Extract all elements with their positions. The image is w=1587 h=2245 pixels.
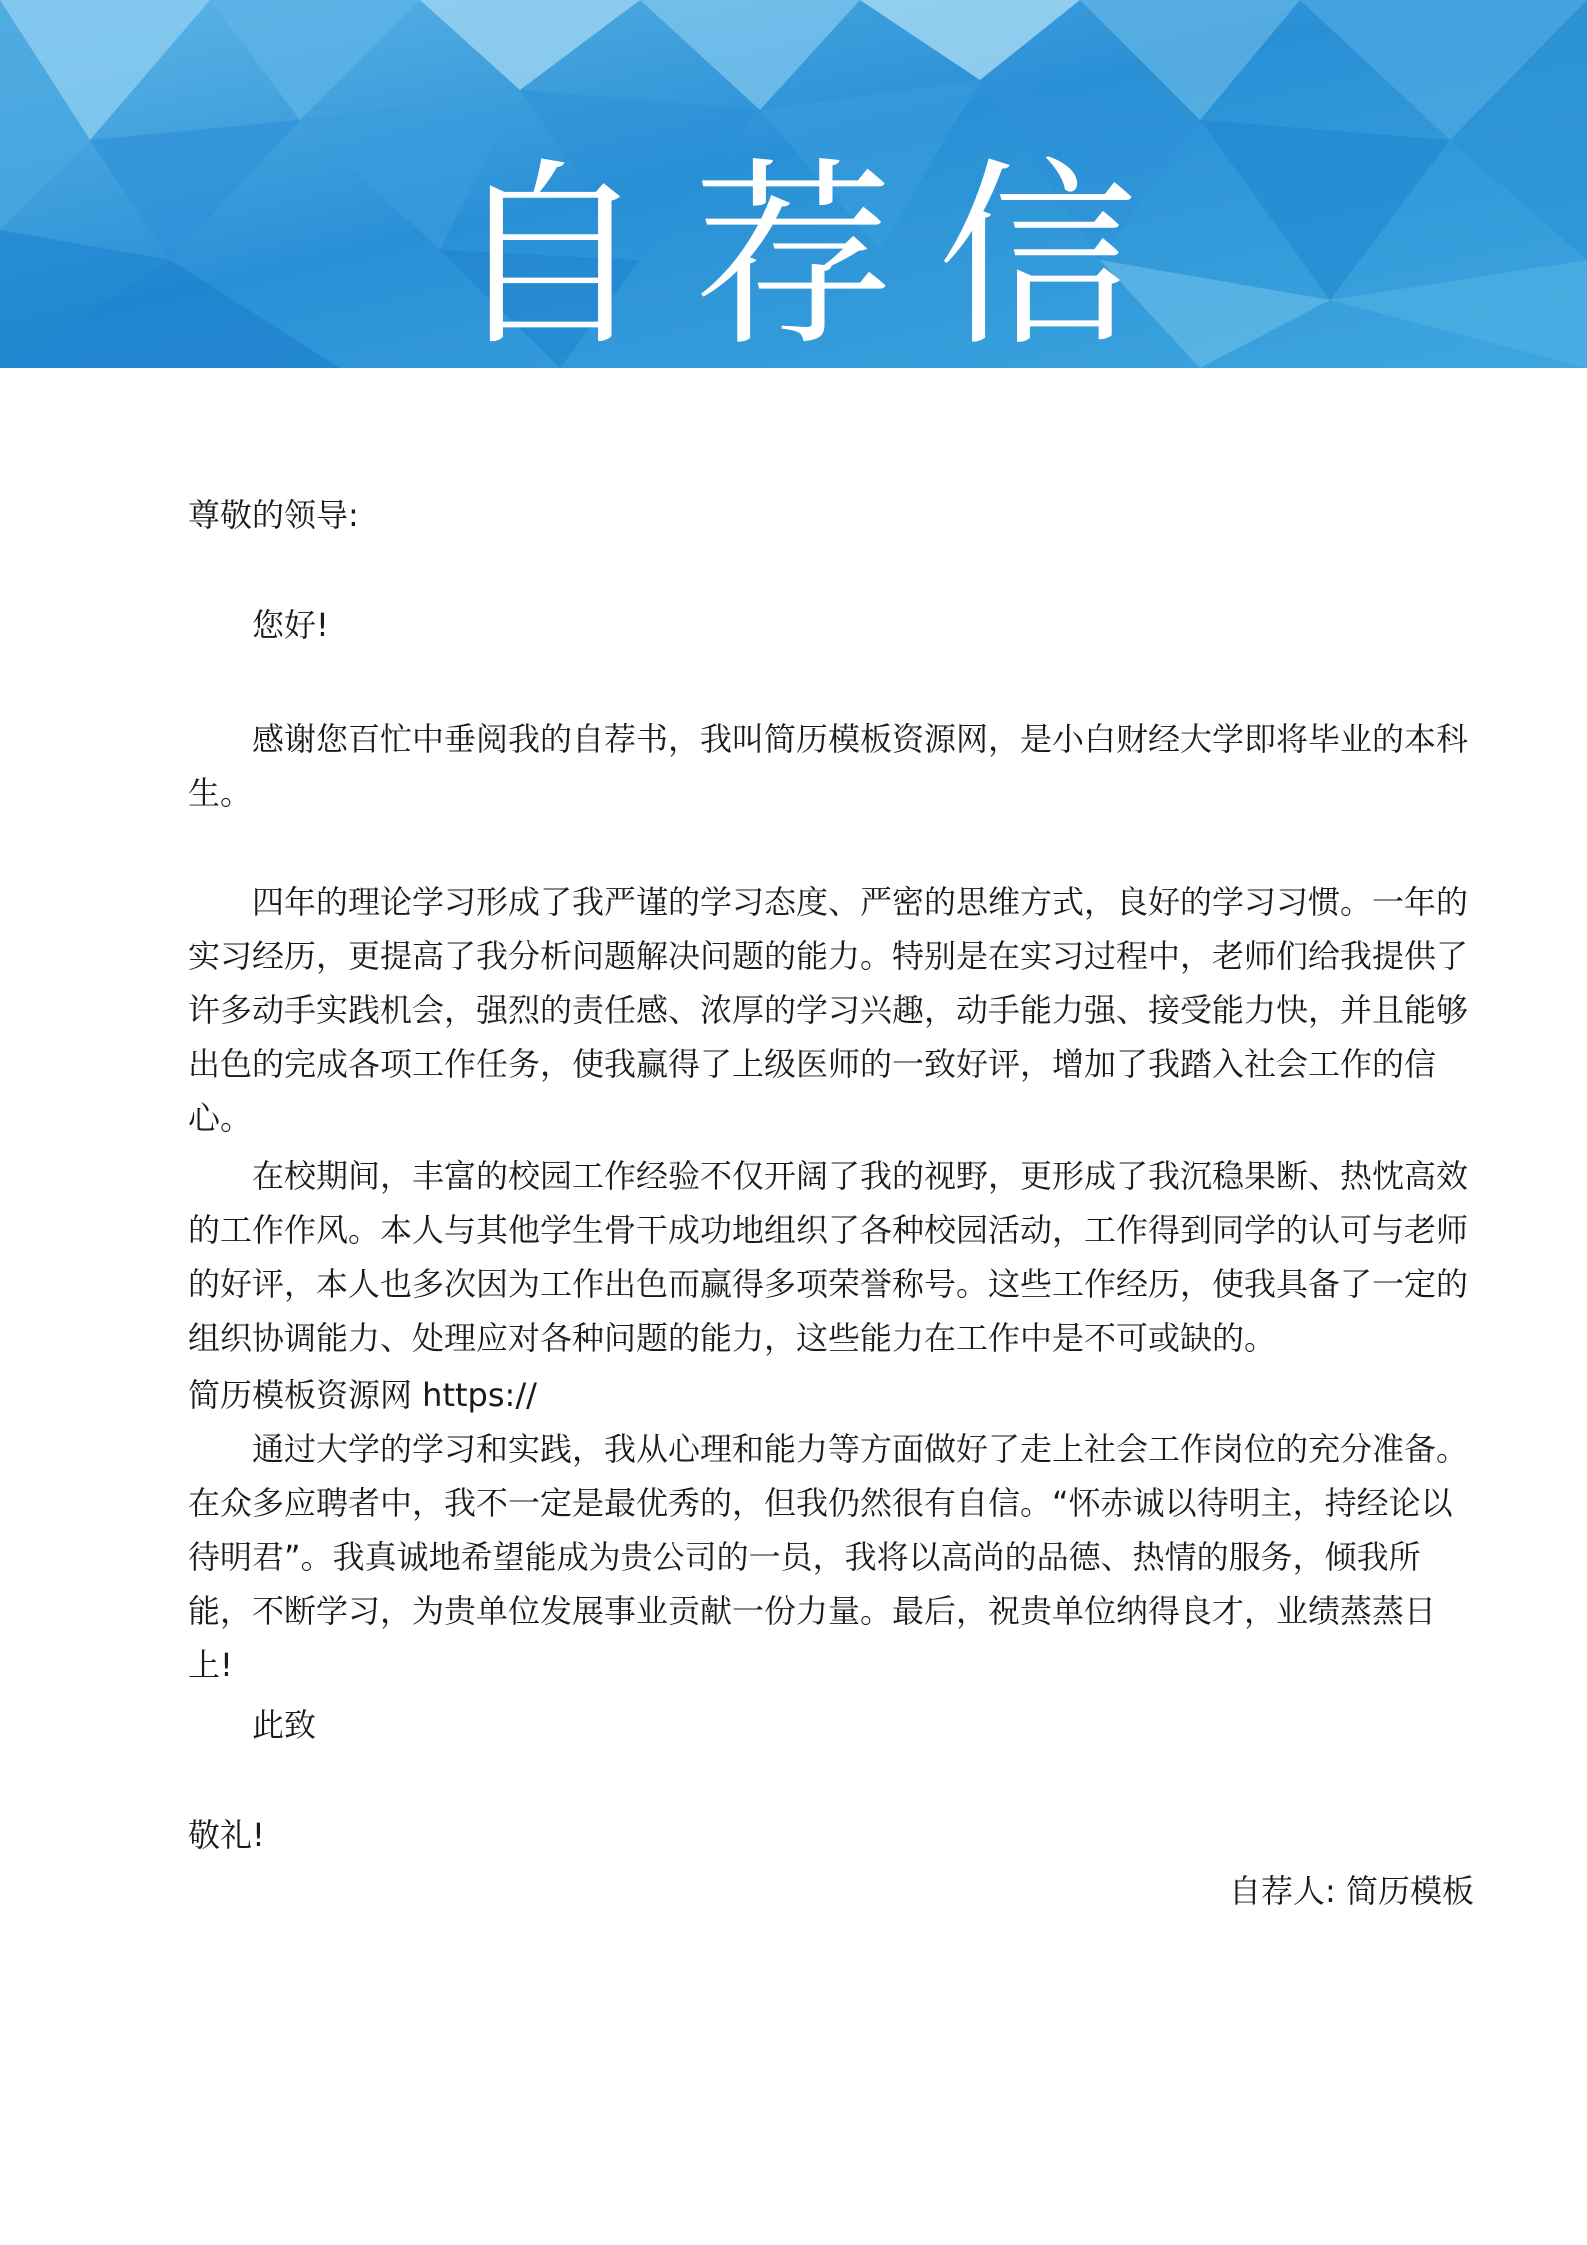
paragraph-study: 四年的理论学习形成了我严谨的学习态度、严密的思维方式，良好的学习习惯。一年的实习经历，更提高了我分析问题解决问题的能力。特别是在实习过程中，老师们给我提供了许多动手实践机会，强烈的责任感、浓厚的学习兴趣，动手能力强、接受能力快，并且能够出色的完成各项工作任务，使我赢得了上级医师的一致好评，增加了我踏入社会工作的信心。 bbox=[188, 883, 1469, 1137]
salutation: 尊敬的领导: bbox=[188, 496, 359, 534]
paragraph-closing: 通过大学的学习和实践，我从心理和能力等方面做好了走上社会工作岗位的充分准备。在众多应聘者中，我不一定是最优秀的，但我仍然很有自信。“怀赤诚以待明主，持经论以待明君”。我真诚地希望能成为贵公司的一员，我将以高尚的品德、热情的服务，倾我所能，不断学习，为贵单位发展事业贡献一份力量。最后，祝贵单位纳得良才，业绩蒸蒸日上! bbox=[188, 1430, 1469, 1684]
page-title: 自荐信 bbox=[449, 141, 1182, 368]
website-line: 简历模板资源网 https:// bbox=[188, 1376, 537, 1414]
signature: 自荐人: 简历模板 bbox=[1229, 1872, 1474, 1910]
greeting: 您好! bbox=[252, 606, 329, 644]
header-banner bbox=[0, 0, 1587, 368]
paragraph-intro: 感谢您百忙中垂阅我的自荐书，我叫简历模板资源网，是小白财经大学即将毕业的本科生。 bbox=[188, 720, 1469, 812]
sign-off: 此致 bbox=[252, 1706, 317, 1744]
regards: 敬礼! bbox=[188, 1816, 265, 1854]
paragraph-campus: 在校期间，丰富的校园工作经验不仅开阔了我的视野，更形成了我沉稳果断、热忱高效的工作作风。本人与其他学生骨干成功地组织了各种校园活动，工作得到同学的认可与老师的好评，本人也多次因为工作出色而赢得多项荣誉称号。这些工作经历，使我具备了一定的组织协调能力、处理应对各种问题的能力，这些能力在工作中是不可或缺的。 bbox=[188, 1157, 1469, 1357]
